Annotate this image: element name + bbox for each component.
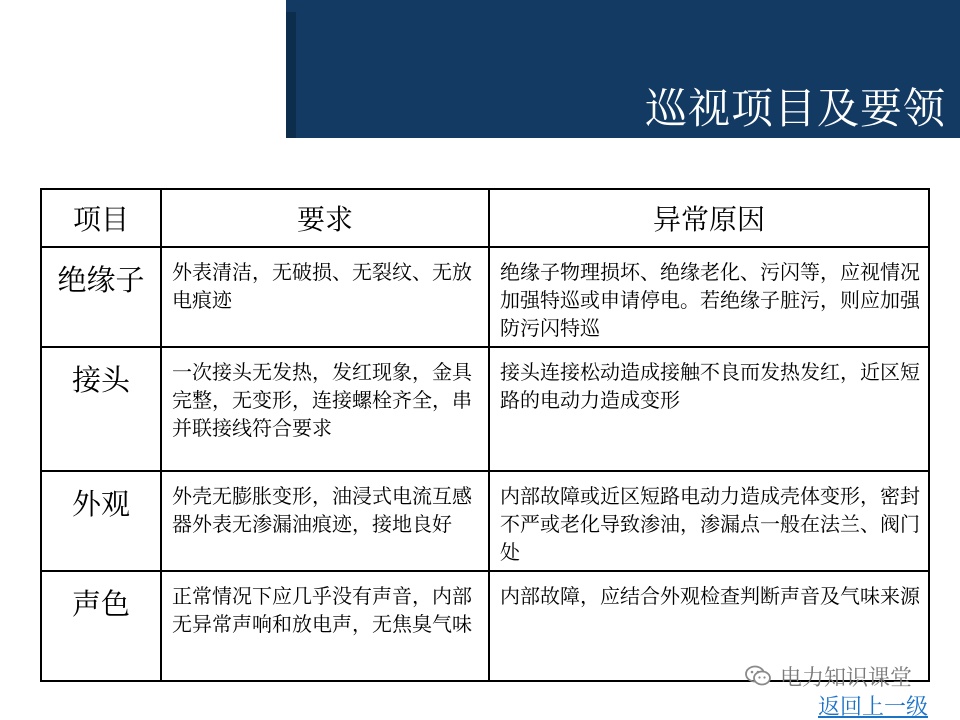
- row-requirement: 一次接头无发热，发红现象，金具完整，无变形，连接螺栓齐全，串并联接线符合要求: [161, 347, 489, 471]
- table-header-row: [41, 189, 929, 247]
- page-title: 巡视项目及要领: [644, 84, 946, 133]
- row-item: 外观: [41, 471, 161, 571]
- row-cause: 内部故障或近区短路电动力造成壳体变形，密封不严或老化导致渗油，渗漏点一般在法兰、阀门处: [489, 471, 929, 571]
- table-row: [41, 471, 929, 571]
- watermark: [744, 661, 912, 691]
- row-cause: 绝缘子物理损坏、绝缘老化、污闪等，应视情况加强特巡或申请停电。若绝缘子脏污，则应加强防污闪特巡: [489, 247, 929, 347]
- row-requirement: 正常情况下应几乎没有声音，内部无异常声响和放电声，无焦臭气味: [161, 571, 489, 681]
- header-requirement: 要求: [161, 189, 489, 247]
- watermark-text: 电力知识课堂: [780, 665, 913, 691]
- header-item: 项目: [41, 189, 161, 247]
- header-cause: 异常原因: [489, 189, 929, 247]
- table-row: [41, 247, 929, 347]
- row-cause: 内部故障，应结合外观检查判断声音及气味来源: [489, 571, 929, 681]
- row-requirement: 外表清洁，无破损、无裂纹、无放电痕迹: [161, 247, 489, 347]
- inspection-table-container: [40, 188, 928, 664]
- back-link[interactable]: 返回上一级: [818, 695, 929, 720]
- row-item: 声色: [41, 571, 161, 681]
- inspection-table: [40, 188, 930, 682]
- row-cause: 接头连接松动造成接触不良而发热发红，近区短路的电动力造成变形: [489, 347, 929, 471]
- row-item: 绝缘子: [41, 247, 161, 347]
- wechat-icon: [744, 664, 772, 688]
- row-item: 接头: [41, 347, 161, 471]
- row-requirement: 外壳无膨胀变形，油浸式电流互感器外表无渗漏油痕迹，接地良好: [161, 471, 489, 571]
- header-accent: [286, 12, 296, 138]
- table-row: [41, 347, 929, 471]
